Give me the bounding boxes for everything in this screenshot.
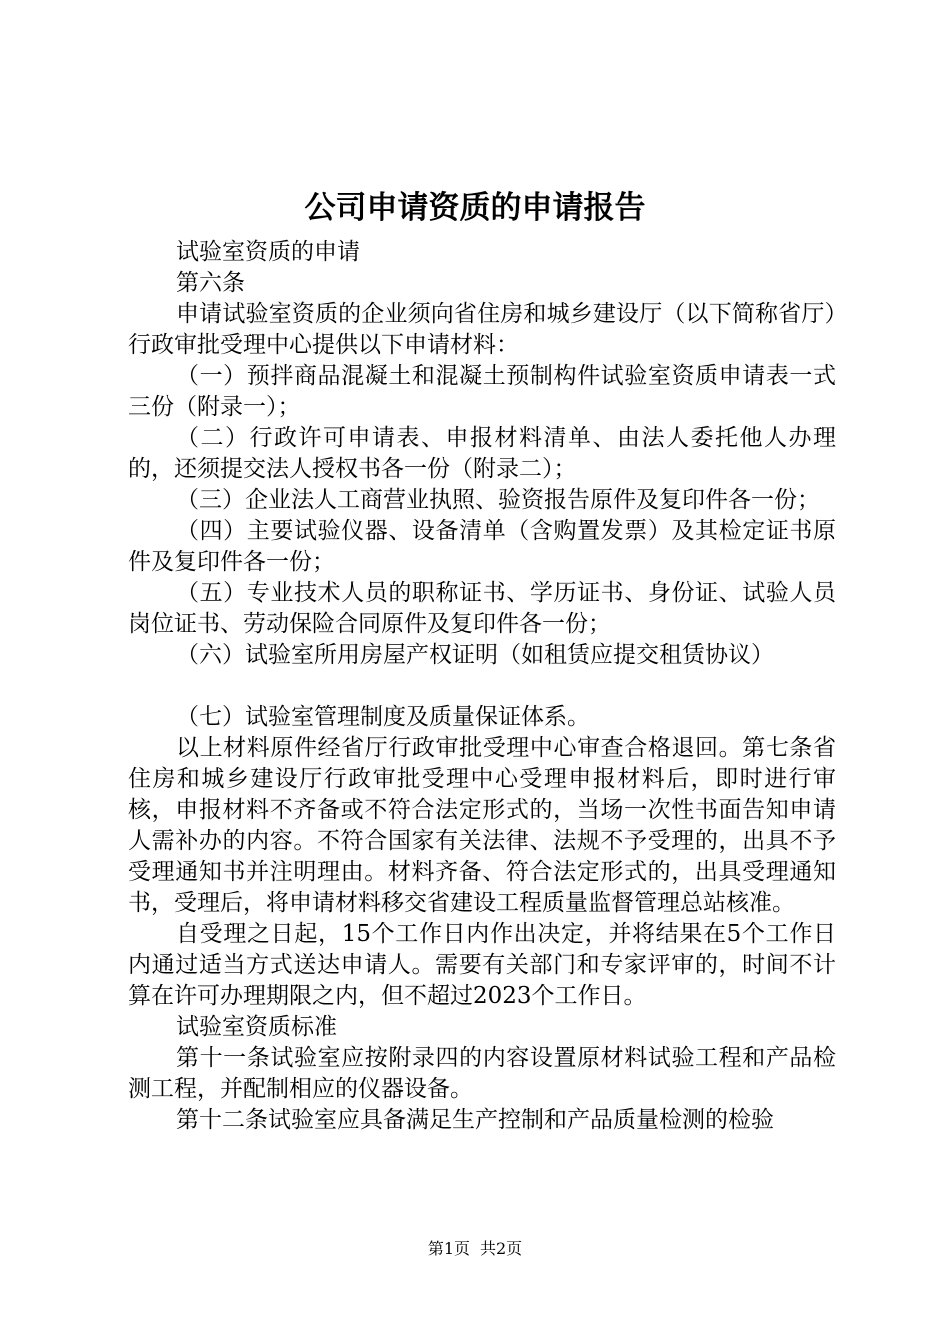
list-item-7: （七）试验室管理制度及质量保证体系。 (176, 704, 590, 730)
list-item-2: （二）行政许可申请表、申报材料清单、由法人委托他人办理的，还须提交法人授权书各一份（附录二）； (128, 425, 836, 482)
section-heading-lab-qualification-standard: 试验室资质标准 (176, 1014, 337, 1040)
list-item-1: （一）预拌商品混凝土和混凝土预制构件试验室资质申请表一式三份（附录一）； (128, 363, 836, 420)
page-number-total: 共2页 (480, 1239, 523, 1258)
paragraph-article-11: 第十一条试验室应按附录四的内容设置原材料试验工程和产品检测工程，并配制相应的仪器设备。 (128, 1045, 836, 1102)
list-item-5: （五）专业技术人员的职称证书、学历证书、身份证、试验人员岗位证书、劳动保险合同原件及复印件各一份； (128, 580, 836, 637)
blank-line (128, 671, 836, 702)
paragraph-article-12: 第十二条试验室应具备满足生产控制和产品质量检测的检验 (176, 1107, 774, 1133)
article-heading-6: 第六条 (176, 270, 245, 296)
section-heading-lab-qualification-application: 试验室资质的申请 (176, 239, 360, 265)
document-title: 公司申请资质的申请报告 (304, 190, 646, 226)
list-item-6: （六）试验室所用房屋产权证明（如租赁应提交租赁协议） (176, 642, 774, 668)
page-footer (0, 1238, 950, 1260)
paragraph-review-process: 以上材料原件经省厅行政审批受理中心审查合格退回。第七条省住房和城乡建设厅行政审批受理中心受理申报材料后，即时进行审核，申报材料不齐备或不符合法定形式的，当场一次性书面告知申请人需补办的内容。不符合国家有关法律、法规不予受理的，出具不予受理通知书并注明理由。材料齐备、符合法定形式的，出具受理通知书，受理后，将申请材料移交省建设工程质量监督管理总站核准。 (128, 735, 836, 916)
paragraph-application-materials-intro: 申请试验室资质的企业须向省住房和城乡建设厅（以下简称省厅）行政审批受理中心提供以下申请材料： (128, 301, 836, 358)
list-item-3: （三）企业法人工商营业执照、验资报告原件及复印件各一份； (176, 487, 820, 513)
list-item-4: （四）主要试验仪器、设备清单（含购置发票）及其检定证书原件及复印件各一份； (128, 518, 836, 575)
document-body (128, 237, 836, 1136)
page-number-current: 第1页 (427, 1239, 470, 1258)
paragraph-decision-deadline: 自受理之日起，15个工作日内作出决定，并将结果在5个工作日内通过适当方式送达申请人。需要有关部门和专家评审的，时间不计算在许可办理期限之内，但不超过2023个工作日。 (128, 921, 836, 1009)
